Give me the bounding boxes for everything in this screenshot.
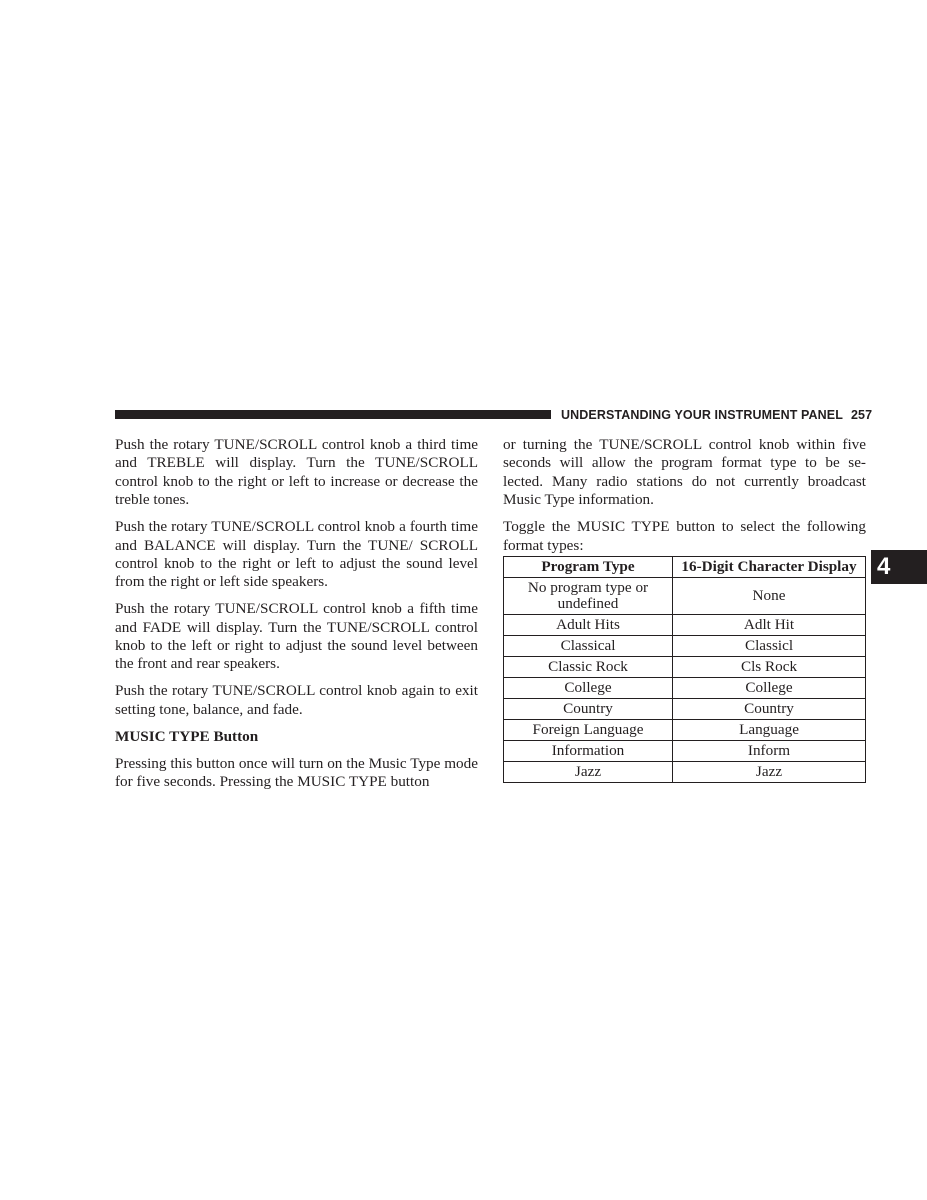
- right-column: [503, 436, 866, 783]
- paragraph-toggle: Toggle the MUSIC TYPE button to select the following format types:: [503, 518, 866, 554]
- paragraph-exit: Push the rotary TUNE/SCROLL control knob again to exit setting tone, balance, and fade.: [115, 682, 478, 718]
- display-cell: Language: [673, 719, 866, 740]
- table-header-row: [504, 556, 866, 577]
- program-type-cell: Information: [504, 740, 673, 761]
- table-row: [504, 698, 866, 719]
- paragraph-balance: Push the rotary TUNE/SCROLL control knob a fourth time and BALANCE will display. Turn the TUNE/ SCROLL control knob to the right or left to adjust the sound level from the right or left side speakers.: [115, 518, 478, 591]
- table-row: [504, 761, 866, 782]
- table-row: [504, 577, 866, 614]
- program-type-cell: No program type or undefined: [504, 577, 673, 614]
- left-column: [115, 436, 478, 791]
- program-type-cell: Jazz: [504, 761, 673, 782]
- table-row: [504, 740, 866, 761]
- program-type-cell: College: [504, 677, 673, 698]
- header-rule: [115, 410, 551, 419]
- paragraph-fade: Push the rotary TUNE/SCROLL control knob a fifth time and FADE will display. Turn the TUNE/SCROLL control knob to the left or right to adjust the sound level between the front and rear speakers.: [115, 600, 478, 673]
- display-cell: Jazz: [673, 761, 866, 782]
- display-cell: College: [673, 677, 866, 698]
- section-title: UNDERSTANDING YOUR INSTRUMENT PANEL: [561, 408, 843, 422]
- paragraph-music-type-cont: or turning the TUNE/SCROLL control knob within five seconds will allow the program format type to be se- lected. Many radio stations do not currently broadcast Music Type information.: [503, 436, 866, 509]
- display-cell: Inform: [673, 740, 866, 761]
- display-cell: Country: [673, 698, 866, 719]
- display-cell: None: [673, 577, 866, 614]
- table-row: [504, 656, 866, 677]
- program-type-cell: Foreign Language: [504, 719, 673, 740]
- display-cell: Classicl: [673, 635, 866, 656]
- page-number: 257: [850, 408, 873, 422]
- table-row: [504, 677, 866, 698]
- subheading-music-type: MUSIC TYPE Button: [115, 727, 259, 745]
- chapter-tab: 4: [871, 550, 927, 584]
- paragraph-music-type: Pressing this button once will turn on the Music Type mode for five seconds. Pressing the MUSIC TYPE button: [115, 754, 478, 790]
- table-row: [504, 614, 866, 635]
- program-type-cell: Classical: [504, 635, 673, 656]
- program-type-cell: Adult Hits: [504, 614, 673, 635]
- paragraph-treble: Push the rotary TUNE/SCROLL control knob a third time and TREBLE will display. Turn the TUNE/SCROLL control knob to the right or left to increase or decrease the treble tones.: [115, 436, 478, 509]
- table-row: [504, 635, 866, 656]
- header-program-type: Program Type: [504, 556, 673, 577]
- format-types-table: [503, 556, 866, 783]
- table-row: [504, 719, 866, 740]
- program-type-cell: Classic Rock: [504, 656, 673, 677]
- running-header: [561, 406, 873, 424]
- program-type-cell: Country: [504, 698, 673, 719]
- display-cell: Cls Rock: [673, 656, 866, 677]
- header-character-display: 16-Digit Character Display: [673, 556, 866, 577]
- display-cell: Adlt Hit: [673, 614, 866, 635]
